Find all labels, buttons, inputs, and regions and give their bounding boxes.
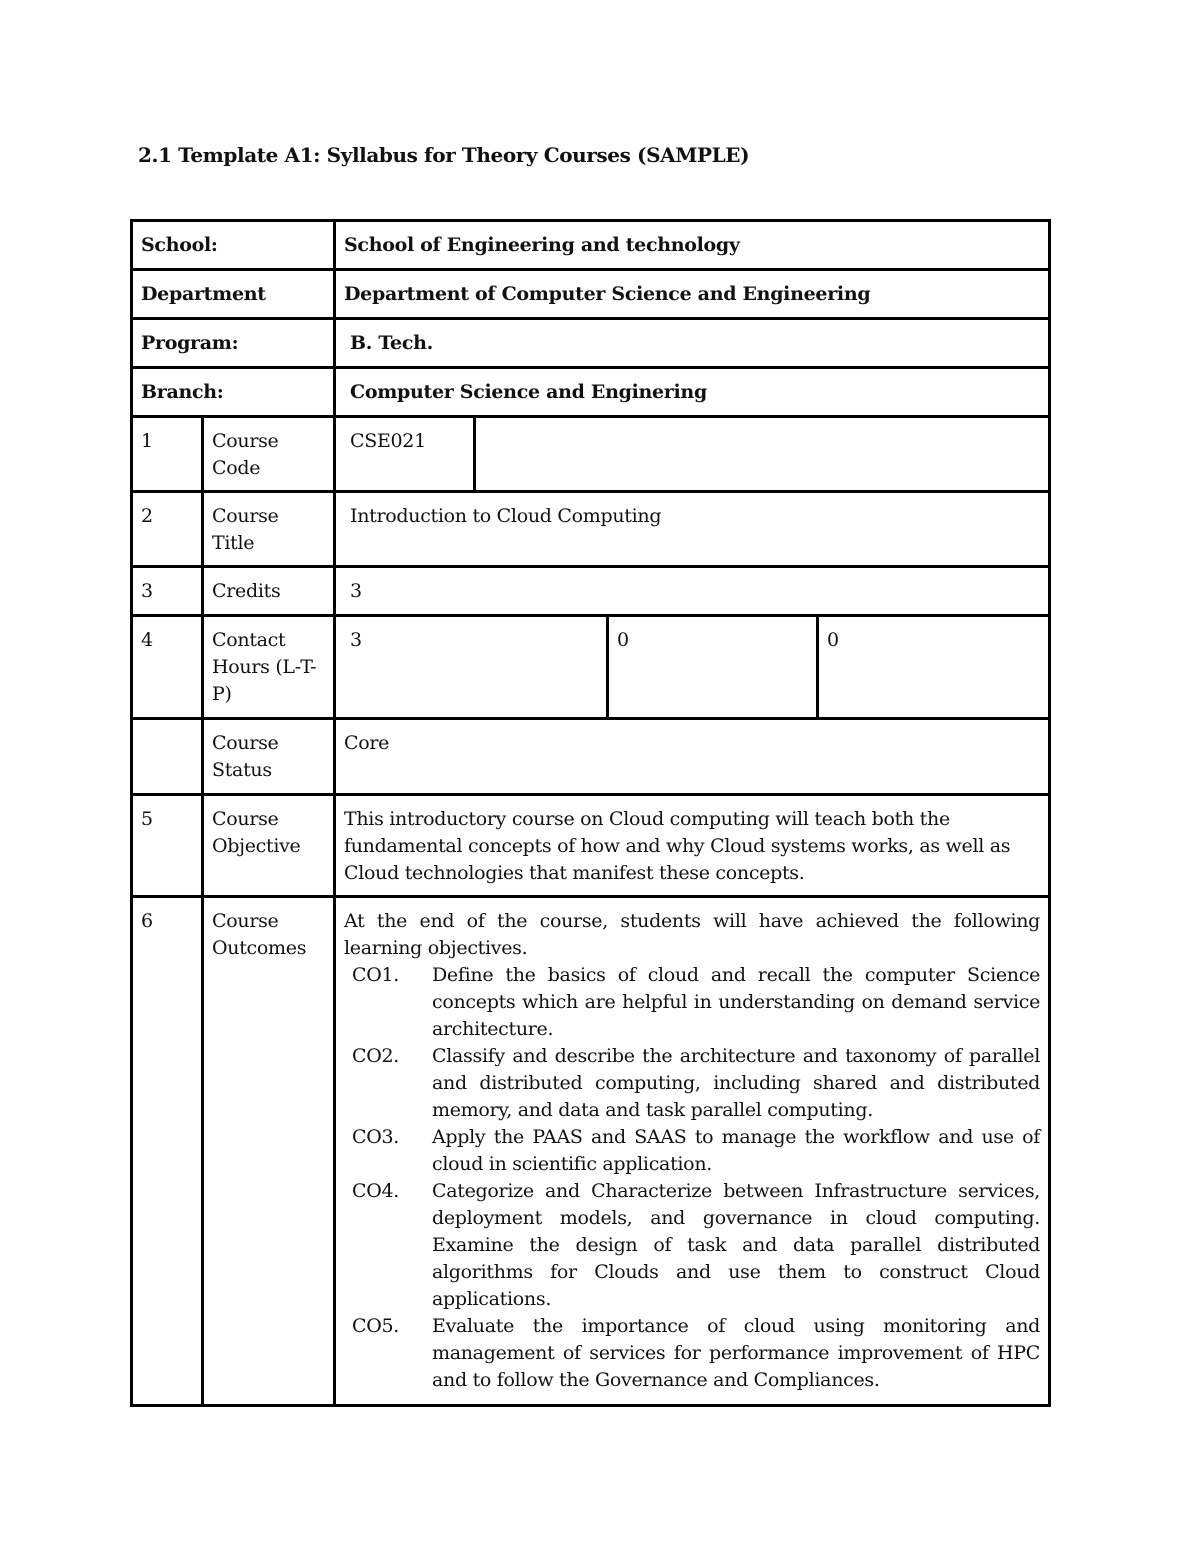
program-label: Program: [132, 319, 335, 368]
course-code-value: CSE021 [335, 417, 475, 492]
table-row-course-outcomes [132, 897, 1050, 1406]
table-row-branch [132, 368, 1050, 417]
contact-hours-label: Contact Hours (L-T-P) [203, 616, 335, 719]
course-code-empty-cell [475, 417, 1050, 492]
course-outcomes-intro: At the end of the course, students will have achieved the following learning objectives. [344, 910, 1041, 959]
row-number: 4 [132, 616, 203, 719]
table-row-school [132, 221, 1050, 270]
course-outcomes-label: Course Outcomes [203, 897, 335, 1406]
table-row-course-status [132, 719, 1050, 795]
credits-label: Credits [203, 567, 335, 616]
practical-hours-value: 0 [818, 616, 1050, 719]
course-title-label: Course Title [203, 492, 335, 567]
outcome-item [344, 962, 1040, 1043]
department-value: Department of Computer Science and Engineering [335, 270, 1050, 319]
outcome-code: CO2. [352, 1045, 400, 1067]
outcome-item [344, 1178, 1040, 1313]
branch-label: Branch: [132, 368, 335, 417]
row-number: 5 [132, 795, 203, 897]
lecture-hours-value: 3 [335, 616, 608, 719]
outcome-text: Categorize and Characterize between Infrastructure services, deployment models, and governance in cloud computing. Examine the design of task and data parallel distributed algorithms for Clouds and use them to construct Cloud applications. [432, 1180, 1041, 1310]
branch-value: Computer Science and Enginering [335, 368, 1050, 417]
course-status-value: Core [335, 719, 1050, 795]
row-number: 2 [132, 492, 203, 567]
outcome-text: Define the basics of cloud and recall the computer Science concepts which are helpful in understanding on demand service architecture. [432, 964, 1041, 1040]
table-row-course-code [132, 417, 1050, 492]
school-label: School: [132, 221, 335, 270]
outcome-code: CO3. [352, 1126, 400, 1148]
outcome-text: Classify and describe the architecture and taxonomy of parallel and distributed computing, including shared and distributed memory, and data and task parallel computing. [432, 1045, 1041, 1121]
table-row-credits [132, 567, 1050, 616]
outcome-code: CO1. [352, 964, 400, 986]
course-objective-label: Course Objective [203, 795, 335, 897]
document-title: 2.1 Template A1: Syllabus for Theory Courses (SAMPLE) [138, 143, 750, 167]
row-number: 1 [132, 417, 203, 492]
table-row-program [132, 319, 1050, 368]
course-status-label: Course Status [203, 719, 335, 795]
outcome-text: Evaluate the importance of cloud using monitoring and management of services for performance improvement of HPC and to follow the Governance and Compliances. [432, 1315, 1041, 1391]
row-number: 3 [132, 567, 203, 616]
outcome-text: Apply the PAAS and SAAS to manage the workflow and use of cloud in scientific application. [432, 1126, 1041, 1175]
outcome-item [344, 1313, 1040, 1394]
outcome-code: CO4. [352, 1180, 400, 1202]
course-outcomes-cell [335, 897, 1050, 1406]
course-code-label: Course Code [203, 417, 335, 492]
outcome-item [344, 1124, 1040, 1178]
course-title-value: Introduction to Cloud Computing [335, 492, 1050, 567]
outcome-item [344, 1043, 1040, 1124]
course-objective-value: This introductory course on Cloud computing will teach both the fundamental concepts of how and why Cloud systems works, as well as Cloud technologies that manifest these concepts. [335, 795, 1050, 897]
table-row-department [132, 270, 1050, 319]
outcome-code: CO5. [352, 1315, 400, 1337]
department-label: Department [132, 270, 335, 319]
table-row-course-title [132, 492, 1050, 567]
row-number [132, 719, 203, 795]
table-row-course-objective [132, 795, 1050, 897]
table-row-contact-hours [132, 616, 1050, 719]
row-number: 6 [132, 897, 203, 1406]
tutorial-hours-value: 0 [608, 616, 818, 719]
program-value: B. Tech. [335, 319, 1050, 368]
school-value: School of Engineering and technology [335, 221, 1050, 270]
syllabus-table [130, 219, 1051, 1407]
credits-value: 3 [335, 567, 1050, 616]
